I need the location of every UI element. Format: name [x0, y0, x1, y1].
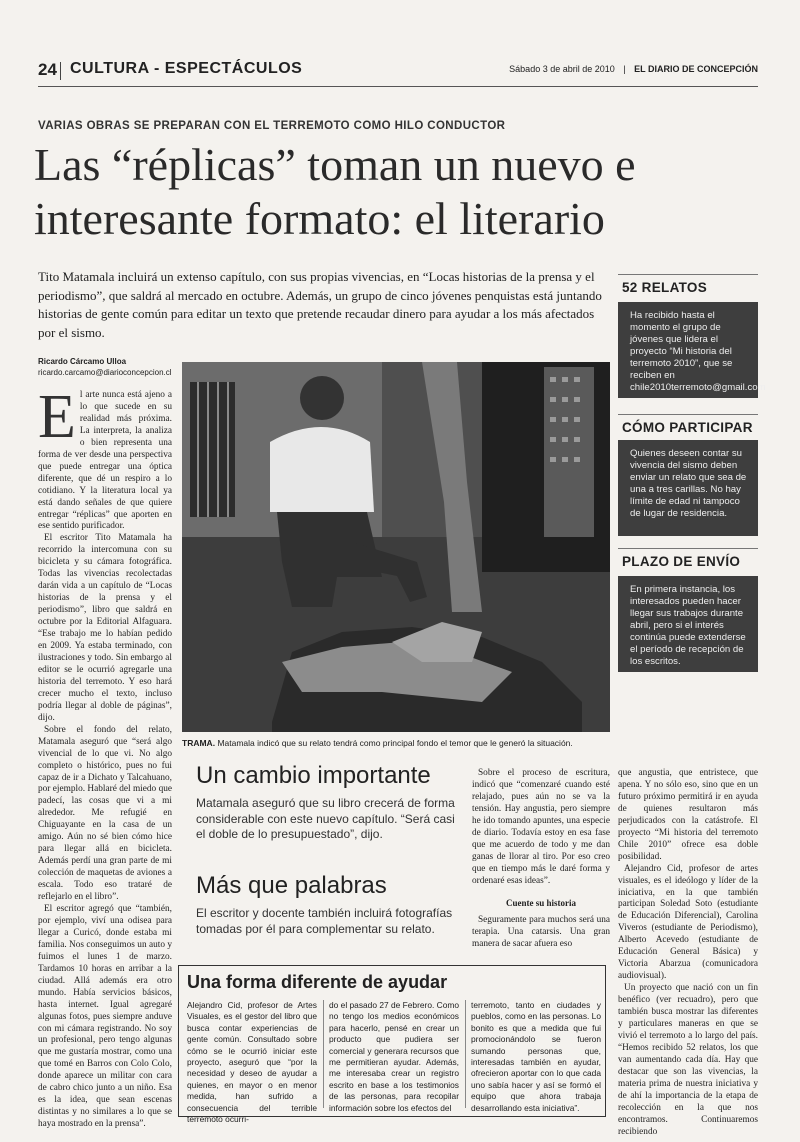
sidebar-box: Quienes deseen contar su vivencia del sismo deben enviar un relato que sea de una a tres carillas. No hay límite de edad ni tampoco de lugar de residencia.	[618, 440, 758, 536]
body-column-1	[38, 383, 172, 1131]
lead-paragraph: Tito Matamala incluirá un extenso capítulo, con sus propias vivencias, en “Locas historias de la prensa y el periodismo”, que saldrá al mercado en octubre. Además, un grupo de cinco jóvenes penquistas está juntando historias de gente común para editar un texto que pretende recaudar dinero para ayudar a los más afectados por el sismo.	[38, 269, 602, 340]
pull-quote-title: Más que palabras	[196, 872, 387, 899]
photo-caption	[182, 738, 610, 749]
body-paragraph: Sobre el proceso de escritura, indicó que “comenzaré cuando esté relajado, pues aún no se va la tensión. Hay angustia, pero siempre he ido tomando apuntes, una especie de diario. Todavía estoy en esa fase que me acuerdo de todo y me dan ganas de llorar al tiro. Por eso creo que en tiempo más le daré forma y ordenaré esas ideas”.	[472, 768, 610, 886]
caption-text: Matamala indicó que su relato tendrá como principal fondo el temor que le generó la situación.	[217, 738, 573, 748]
sidebar-rule	[618, 548, 758, 549]
column-divider	[465, 1000, 466, 1108]
pull-quote-title: Un cambio importante	[196, 762, 431, 789]
pull-quote-1	[196, 762, 458, 843]
body-column-3	[472, 768, 610, 951]
sidebar-rule	[618, 414, 758, 415]
header-date-group: Sábado 3 de abril de 2010 | EL DIARIO DE CONCEPCIÓN	[509, 64, 758, 74]
sidebar-heading: PLAZO DE ENVÍO	[622, 554, 741, 569]
photo-illustration	[182, 362, 610, 732]
kicker: VARIAS OBRAS SE PREPARAN CON EL TERREMOTO COMO HILO CONDUCTOR	[38, 120, 506, 132]
sidebar-heading: 52 RELATOS	[622, 280, 708, 295]
page-header	[38, 58, 758, 87]
info-box	[178, 965, 606, 1125]
sidebar-box: En primera instancia, los interesados pueden hacer llegar sus trabajos durante abril, pero si el interés continúa puede extenderse el período de recepción de los escritos.	[618, 576, 758, 672]
body-paragraph: que angustia, que entristece, que apena. Y no sólo eso, sino que en un futuro próximo permitirá ir en ayuda de quienes resultaron más perjudicados con la catástrofe. El proyecto “Mi historia del terremoto Chile 2010” ofrece esa doble posibilidad.	[618, 768, 758, 862]
info-box-column: do el pasado 27 de Febrero. Como no tengo los medios económicos para hacerlo, pensé en crear un producto que pudiera ser comercial y generara recursos que me permitieran ayudar. Además, me interesaba crear un registro escrito en base a los testimonios de las personas, para recopilar información sobre los efectos del	[329, 1000, 459, 1113]
info-box-title: Una forma diferente de ayudar	[187, 972, 448, 992]
author-name: Ricardo Cárcamo Ulloa	[38, 357, 127, 366]
body-column-4	[618, 768, 758, 1139]
author-email: ricardo.carcamo@diarioconcepcion.cl	[38, 368, 172, 377]
newspaper-name: EL DIARIO DE CONCEPCIÓN	[634, 64, 758, 74]
body-paragraph: l arte nunca está ajeno a lo que sucede en su realidad más próxima. La interpreta, la analiza o bien representa una forma de ver desde una perspectiva que puede entregar una óptica diferente, que dé un respiro a lo cotidiano. Y la literatura local ya está dando señales de que quiere entregar “réplicas” que aporten en ese sentido purificador.	[38, 390, 172, 532]
body-paragraph: Sobre el fondo del relato, Matamala aseguró que “será algo vivencial de lo que vi. No algo completo o histórico, pues no fui capaz de ir a Dichato y Talcahuano, por ejemplo. Hablaré del miedo que padecí, las cosas que vi a mi alrededor. Me refugié en Chiguayante en la casa de un amigo. Aún no sé bien cómo hice para llegar allá en bicicleta. Además perdí una gran parte de mi colección de maquetas de aviones a escala. Todo eso trataré de reflejarlo en el libro”.	[38, 724, 172, 903]
body-paragraph: Seguramente para muchos será una terapia. Una catarsis. Una gran manera de sacar afuera eso	[472, 915, 610, 950]
info-box-column: Alejandro Cid, profesor de Artes Visuales, es el gestor del libro que busca contar experiencias de gente común. Consultado sobre cómo se le ocurrió iniciar este proyecto, aseguró que “por la necesidad y deseo de ayudar a quienes, en mayor o en menor medida, han sufrido a consecuencia del terrible terremoto ocurri-	[187, 1000, 317, 1125]
pull-quote-text: Matamala aseguró que su libro crecerá de forma considerable con este nuevo capítulo. “Será casi el doble de lo presupuestado”, dijo.	[196, 796, 455, 841]
page-number: 24	[38, 60, 57, 79]
byline	[38, 356, 172, 378]
body-paragraph: El escritor Tito Matamala ha recorrido la intercomuna con su bicicleta y su cámara fotográfica. Todas las vivencias recolectadas darán vida a un capítulo de “Locas historias de la prensa y el periodismo”, libro que saldrá en octubre por la Editorial Alfaguara. “Ese trabajo me lo habían pedido en 2009. Ya estaba terminado, con ilustraciones y todo. Sin embargo al editor se le ocurrió agregarle una historia del terremoto. Y eso hará crecer mucho el texto, incluso podría llegar al doble de páginas”, dijo.	[38, 533, 172, 723]
issue-date: Sábado 3 de abril de 2010	[509, 64, 615, 74]
body-paragraph: El escritor agregó que “también, por ejemplo, viví una odisea para llegar a Curicó, donde estaba mi familia. Nos conseguimos un auto y fuimos el lunes 1 de marzo. Tardamos 10 horas en arribar a la ciudad. Allá además era otro mundo. Había servicios básicos, hasta internet. Igual agregaré algunas fotos, pues siempre anduve con mi cámara registrando. No soy un profesional, pero tengo algunas que me gustaría mostrar, como una que tomé en Barros con Colo Colo, donde aparece un militar con cara de cabro chico junto a un niño. Esa es la idea, que sean escenas distintas y no similares a lo que se haya mostrado en la prensa”.	[38, 903, 172, 1130]
sidebar-heading: CÓMO PARTICIPAR	[622, 420, 753, 435]
drop-cap: E	[38, 383, 76, 451]
section-label: CULTURA - ESPECTÁCULOS	[70, 60, 303, 77]
header-divider	[60, 62, 61, 80]
body-paragraph: Un proyecto que nació con un fin benéfico (ver recuadro), pero que también busca mostrar las diferentes y particulares maneras en que se vivió el terremoto a lo largo del país. “Hemos recibido 52 relatos, los que van aumentando cada día. Hay que destacar que son las vivencias, la materia prima de nuestra iniciativa y de ahí la importancia de la etapa de recolección en la que nos encontramos. Continuaremos recibiendo	[618, 983, 758, 1137]
pull-quote-text: El escritor y docente también incluirá fotografías tomadas por él para complementar su relato.	[196, 906, 453, 936]
sidebar-rule	[618, 274, 758, 275]
caption-label: TRAMA.	[182, 738, 216, 748]
column-divider	[323, 1000, 324, 1108]
sidebar-box: Ha recibido hasta el momento el grupo de jóvenes que lidera el proyecto “Mi historia del terremoto 2010”, que se reciben en chile2010terremoto@gmail.com	[618, 302, 758, 398]
body-paragraph: Alejandro Cid, profesor de artes visuales, es el ideólogo y líder de la iniciativa, en la que también participan Soledad Soto (estudiante de Educación Diferencial), Carolina Viveros (estudiante de Periodismo), Alberto Acevedo (estudiante de Educación General Básica) y Victoria Abarzua (comunicadora audiovisual).	[618, 863, 758, 982]
pull-quote-2	[196, 872, 458, 937]
subhead: Cuente su historia	[505, 897, 576, 908]
info-box-column: terremoto, tanto en ciudades y pueblos, como en las personas. Lo bonito es que a medida que fui promocionándolo se fueron sumando personas que, interesadas también en ayudar, ofrecieron aportar con lo que cada uno sabía hacer y así se formó el equipo que ahora trabaja desarrollando esta iniciativa”.	[471, 1000, 601, 1113]
article-photo	[182, 362, 610, 732]
headline: Las “réplicas” toman un nuevo e interesante formato: el literario	[34, 139, 636, 244]
